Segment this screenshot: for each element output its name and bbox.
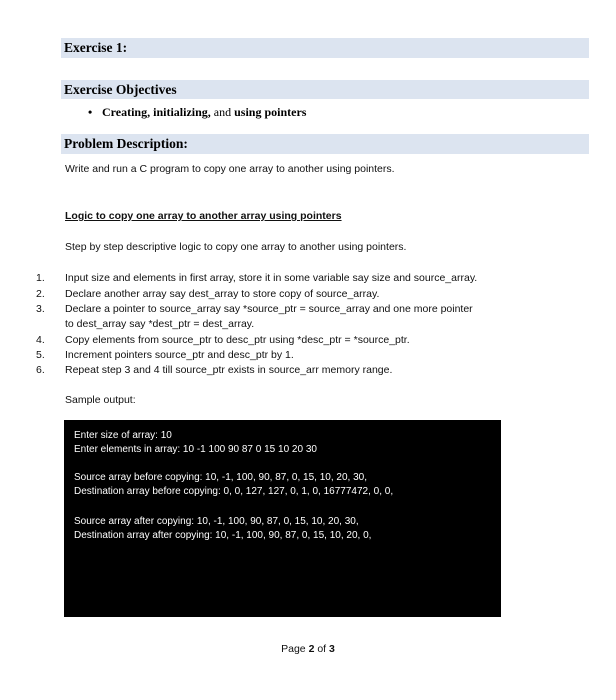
- objectives-heading-text: Exercise Objectives: [64, 82, 177, 97]
- step-number: 3.: [36, 303, 45, 315]
- step-text: Repeat step 3 and 4 till source_ptr exists in source_arr memory range.: [65, 364, 393, 376]
- problem-heading-text: Problem Description:: [64, 136, 188, 151]
- step-text: to dest_array say *dest_ptr = dest_array.: [65, 318, 255, 330]
- console-line: Source array before copying: 10, -1, 100, 90, 87, 0, 15, 10, 20, 30,: [74, 472, 367, 483]
- footer-total-pages: 3: [329, 643, 335, 655]
- objective-part3: using pointers: [234, 105, 307, 119]
- logic-heading: Logic to copy one array to another array using pointers: [65, 210, 342, 222]
- footer-prefix: Page: [281, 643, 309, 655]
- step-number: 4.: [36, 334, 45, 346]
- step-number: 5.: [36, 349, 45, 361]
- step-number: 1.: [36, 272, 45, 284]
- step-number: 6.: [36, 364, 45, 376]
- sample-output-label: Sample output:: [65, 394, 136, 406]
- step-number: 2.: [36, 288, 45, 300]
- objective-part1: Creating, initializing,: [102, 105, 211, 119]
- logic-intro: Step by step descriptive logic to copy one array to another using pointers.: [65, 241, 407, 253]
- footer-current-page: 2: [308, 643, 315, 655]
- console-line: Source array after copying: 10, -1, 100, 90, 87, 0, 15, 10, 20, 30,: [74, 516, 359, 527]
- console-line: Destination array before copying: 0, 0, 127, 127, 0, 1, 0, 16777472, 0, 0,: [74, 486, 394, 497]
- console-line: Enter elements in array: 10 -1 100 90 87 0 15 10 20 30: [74, 444, 317, 455]
- step-text: Copy elements from source_ptr to desc_ptr using *desc_ptr = *source_ptr.: [65, 334, 410, 346]
- page-footer: [0, 643, 616, 655]
- step-text: Input size and elements in first array, store it in some variable say size and source_array.: [65, 272, 478, 284]
- bullet-dot-icon: •: [88, 105, 93, 119]
- exercise-title-text: Exercise 1:: [64, 40, 128, 55]
- objectives-heading: [61, 80, 589, 99]
- problem-heading: [61, 134, 589, 154]
- step-text: Declare another array say dest_array to store copy of source_array.: [65, 288, 380, 300]
- console-line: Destination array after copying: 10, -1, 100, 90, 87, 0, 15, 10, 20, 0,: [74, 530, 372, 541]
- console-output: [64, 420, 501, 617]
- footer-middle: of: [314, 643, 330, 655]
- problem-description: Write and run a C program to copy one array to another using pointers.: [65, 163, 395, 175]
- step-text: Increment pointers source_ptr and desc_ptr by 1.: [65, 349, 294, 361]
- step-text: Declare a pointer to source_array say *source_ptr = source_array and one more pointer: [65, 303, 473, 315]
- objective-bullet: [88, 105, 306, 120]
- exercise-title: [61, 38, 589, 58]
- console-line: Enter size of array: 10: [74, 430, 172, 441]
- objective-part2: and: [210, 105, 235, 119]
